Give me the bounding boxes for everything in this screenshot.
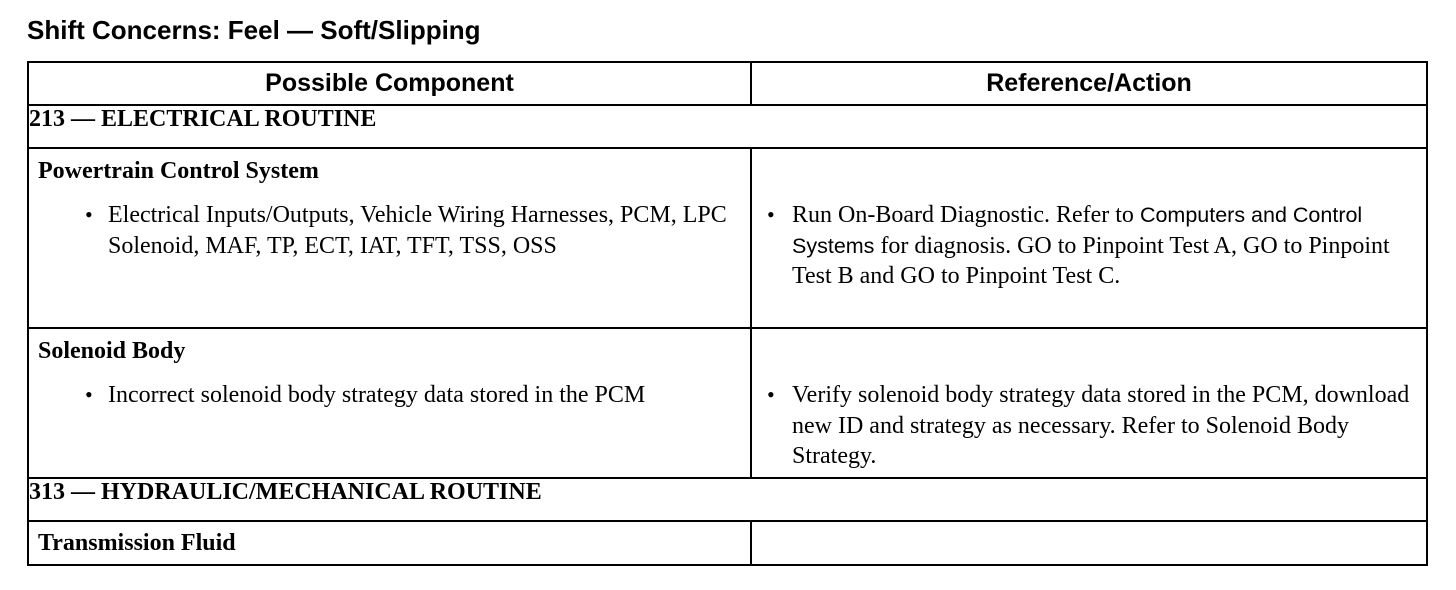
bullet-icon: • bbox=[767, 382, 775, 407]
reference-action bbox=[752, 200, 1426, 292]
table-row-powertrain-control-system bbox=[28, 148, 1427, 328]
component-cell bbox=[28, 521, 751, 565]
routine-row-hydraulic-mechanical bbox=[28, 478, 1427, 521]
component-cell bbox=[28, 148, 751, 328]
component-item bbox=[29, 200, 750, 261]
component-item-text: Electrical Inputs/Outputs, Vehicle Wiring Harnesses, PCM, LPC Solenoid, MAF, TP, ECT, IAT, TFT, TSS, OSS bbox=[108, 202, 727, 259]
header-possible-component: Possible Component bbox=[28, 62, 751, 105]
bullet-icon: • bbox=[767, 202, 775, 227]
component-item-text: Incorrect solenoid body strategy data stored in the PCM bbox=[108, 382, 646, 408]
reference-action-text bbox=[792, 200, 1416, 292]
reference-cell bbox=[751, 148, 1427, 328]
reference-cell bbox=[751, 328, 1427, 478]
table-header-row bbox=[28, 62, 1427, 105]
reference-action-text: Verify solenoid body strategy data stored in the PCM, download new ID and strategy as necessary. Refer to Solenoid Body Strategy. bbox=[792, 382, 1410, 469]
table-row-solenoid-body bbox=[28, 328, 1427, 478]
component-name: Powertrain Control System bbox=[38, 158, 319, 184]
action-text-end: for diagnosis. GO to Pinpoint Test A, GO to Pinpoint Test B and GO to Pinpoint Test C. bbox=[792, 232, 1390, 289]
action-text-start: Run On-Board Diagnostic. Refer to bbox=[792, 202, 1140, 228]
document-title: Shift Concerns: Feel — Soft/Slipping bbox=[27, 15, 481, 45]
header-reference-action: Reference/Action bbox=[751, 62, 1427, 105]
reference-cell bbox=[751, 521, 1427, 565]
routine-label: 213 — ELECTRICAL ROUTINE bbox=[28, 105, 1427, 148]
routine-row-electrical bbox=[28, 105, 1427, 148]
reference-link-computers-and-control-systems: Computers and Control Systems bbox=[792, 203, 1363, 258]
routine-label: 313 — HYDRAULIC/MECHANICAL ROUTINE bbox=[28, 478, 1427, 521]
component-item bbox=[29, 380, 750, 411]
bullet-icon: • bbox=[85, 202, 93, 227]
component-name: Transmission Fluid bbox=[38, 530, 236, 556]
bullet-icon: • bbox=[85, 382, 93, 407]
table-row-transmission-fluid bbox=[28, 521, 1427, 565]
component-name: Solenoid Body bbox=[38, 338, 186, 364]
shift-concerns-table bbox=[27, 61, 1428, 566]
reference-action bbox=[752, 380, 1426, 472]
component-cell bbox=[28, 328, 751, 478]
